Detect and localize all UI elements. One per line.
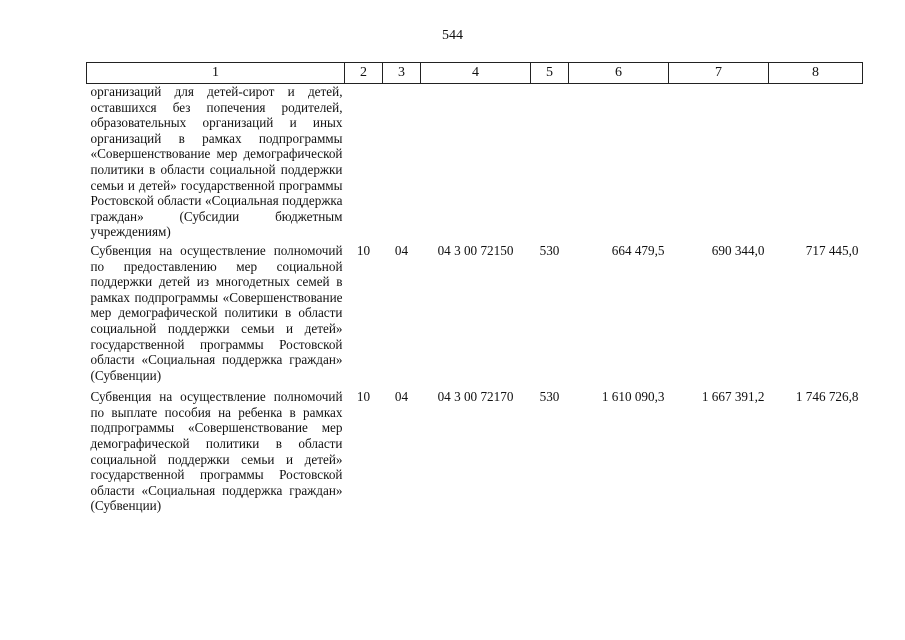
row-target-article: 04 3 00 72170 bbox=[437, 389, 514, 405]
row-amount-2: 690 344,0 bbox=[711, 242, 765, 258]
row-amount-3: 1 746 726,8 bbox=[795, 389, 859, 405]
row-amount-1: 1 610 090,3 bbox=[601, 389, 665, 405]
row-amount-1: 664 479,5 bbox=[611, 242, 665, 258]
row-amount-3: 717 445,0 bbox=[805, 242, 859, 258]
page-number: 544 bbox=[442, 28, 463, 43]
row-expense-type bbox=[531, 84, 569, 240]
row-section bbox=[345, 84, 383, 240]
column-header-3: 3 bbox=[383, 63, 421, 84]
row-target-article bbox=[421, 84, 531, 240]
column-header-8: 8 bbox=[769, 63, 863, 84]
column-header-4: 4 bbox=[421, 63, 531, 84]
row-expense-type: 530 bbox=[539, 389, 560, 405]
row-description: Субвенция на осуществление полномочий по предоставлению мер социальной поддержки детей из многодетных семей в рамках подпрограммы «Совершенствование мер демографической политики в области социальной поддержки семьи и детей» государственной программы Ростовской области «Социальная поддержка граждан» (Субвенции) bbox=[90, 242, 343, 383]
row-section: 10 bbox=[356, 242, 371, 258]
row-section: 10 bbox=[356, 389, 371, 405]
column-header-7: 7 bbox=[669, 63, 769, 84]
table-row bbox=[87, 386, 863, 517]
table-body bbox=[87, 84, 863, 518]
table-row bbox=[87, 240, 863, 386]
column-header-1: 1 bbox=[87, 63, 345, 84]
row-subsection bbox=[383, 84, 421, 240]
row-amount-1 bbox=[569, 84, 669, 240]
row-target-article: 04 3 00 72150 bbox=[437, 242, 514, 258]
table-header bbox=[87, 63, 863, 84]
header-row bbox=[87, 63, 863, 84]
row-subsection: 04 bbox=[394, 242, 409, 258]
column-header-5: 5 bbox=[531, 63, 569, 84]
row-subsection: 04 bbox=[394, 389, 409, 405]
row-amount-2 bbox=[669, 84, 769, 240]
column-header-6: 6 bbox=[569, 63, 669, 84]
budget-table bbox=[86, 62, 863, 517]
row-amount-2: 1 667 391,2 bbox=[701, 389, 765, 405]
row-amount-3 bbox=[769, 84, 863, 240]
table-row bbox=[87, 84, 863, 240]
row-description: организаций для детей-сирот и детей, оставшихся без попечения родителей, образовательных организаций и иных организаций в рамках подпрограммы «Совершенствование мер демографической политики в области социальной поддержки семьи и детей» государственной программы Ростовской области «Социальная поддержка граждан» (Субсидии бюджетным учреждениям) bbox=[90, 84, 343, 240]
row-expense-type: 530 bbox=[539, 242, 560, 258]
column-header-2: 2 bbox=[345, 63, 383, 84]
row-description: Субвенция на осуществление полномочий по выплате пособия на ребенка в рамках подпрограммы «Совершенствование мер демографической политики в области социальной поддержки семьи и детей» государственной программы Ростовской области «Социальная поддержка граждан» (Субвенции) bbox=[90, 389, 343, 514]
